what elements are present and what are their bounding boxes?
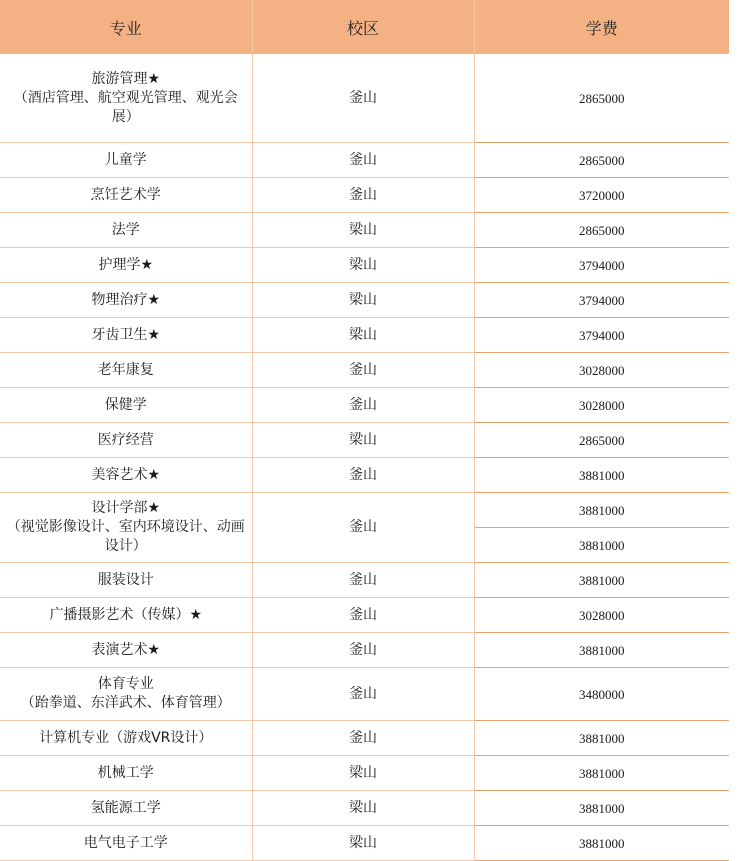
table-row	[0, 178, 729, 213]
campus-cell: 釜山	[252, 54, 474, 143]
table-row	[0, 826, 729, 861]
campus-cell: 釜山	[252, 458, 474, 493]
fee-cell: 3881000	[474, 826, 729, 861]
fee-cell: 3881000	[474, 528, 729, 563]
major-cell: 服装设计	[0, 563, 252, 598]
fee-cell: 3028000	[474, 353, 729, 388]
fee-cell: 3881000	[474, 563, 729, 598]
table-row	[0, 283, 729, 318]
table-row	[0, 318, 729, 353]
major-cell: 烹饪艺术学	[0, 178, 252, 213]
header-major: 专业	[0, 0, 252, 54]
fee-cell: 2865000	[474, 143, 729, 178]
campus-cell: 釜山	[252, 143, 474, 178]
major-cell: 氢能源工学	[0, 791, 252, 826]
fee-cell: 2865000	[474, 213, 729, 248]
table-row	[0, 423, 729, 458]
major-cell: 医疗经营	[0, 423, 252, 458]
table-row	[0, 213, 729, 248]
table-row	[0, 563, 729, 598]
major-cell: 电气电子工学	[0, 826, 252, 861]
campus-cell: 釜山	[252, 353, 474, 388]
major-cell: 儿童学	[0, 143, 252, 178]
campus-cell: 釜山	[252, 563, 474, 598]
major-cell: 法学	[0, 213, 252, 248]
campus-cell: 梁山	[252, 283, 474, 318]
fee-cell: 3720000	[474, 178, 729, 213]
fee-cell: 3881000	[474, 458, 729, 493]
fee-cell: 3881000	[474, 493, 729, 528]
campus-cell: 釜山	[252, 598, 474, 633]
fee-cell: 3881000	[474, 756, 729, 791]
campus-cell: 梁山	[252, 318, 474, 353]
table-row	[0, 248, 729, 283]
fee-cell: 2865000	[474, 423, 729, 458]
table-row	[0, 54, 729, 143]
table-row	[0, 353, 729, 388]
fee-cell: 3881000	[474, 721, 729, 756]
campus-cell: 梁山	[252, 756, 474, 791]
fee-cell: 3794000	[474, 318, 729, 353]
table-row	[0, 791, 729, 826]
fee-cell: 3028000	[474, 388, 729, 423]
table-row	[0, 756, 729, 791]
fee-cell: 3028000	[474, 598, 729, 633]
campus-cell: 釜山	[252, 668, 474, 721]
fee-cell: 3881000	[474, 633, 729, 668]
table-row	[0, 388, 729, 423]
major-cell: 老年康复	[0, 353, 252, 388]
header-fee: 学费	[474, 0, 729, 54]
major-cell: 表演艺术★	[0, 633, 252, 668]
campus-cell: 梁山	[252, 423, 474, 458]
table-row	[0, 721, 729, 756]
campus-cell: 釜山	[252, 493, 474, 563]
major-cell: 牙齿卫生★	[0, 318, 252, 353]
campus-cell: 梁山	[252, 248, 474, 283]
major-name: 设计学部★ （视觉影像设计、室内环境设计、动画设计）	[6, 500, 245, 554]
header-row	[0, 0, 729, 54]
campus-cell: 釜山	[252, 178, 474, 213]
header-campus: 校区	[252, 0, 474, 54]
major-cell: 美容艺术★	[0, 458, 252, 493]
fee-cell: 2865000	[474, 54, 729, 143]
fee-cell: 3794000	[474, 248, 729, 283]
campus-cell: 釜山	[252, 388, 474, 423]
major-cell: 广播摄影艺术（传媒）★	[0, 598, 252, 633]
campus-cell: 梁山	[252, 213, 474, 248]
fee-cell: 3794000	[474, 283, 729, 318]
table-row	[0, 598, 729, 633]
major-cell	[0, 493, 252, 563]
major-cell: 物理治疗★	[0, 283, 252, 318]
campus-cell: 梁山	[252, 791, 474, 826]
major-cell: 计算机专业（游戏VR设计）	[0, 721, 252, 756]
fee-cell: 3480000	[474, 668, 729, 721]
table-row	[0, 668, 729, 721]
major-name: 体育专业 （跆拳道、东洋武术、体育管理）	[20, 676, 231, 711]
major-cell	[0, 668, 252, 721]
table-row	[0, 633, 729, 668]
campus-cell: 梁山	[252, 826, 474, 861]
major-cell: 机械工学	[0, 756, 252, 791]
table-row	[0, 493, 729, 528]
table-row	[0, 143, 729, 178]
major-name: 旅游管理★ （酒店管理、航空观光管理、观光会展）	[13, 70, 238, 125]
table-row	[0, 458, 729, 493]
major-cell: 保健学	[0, 388, 252, 423]
campus-cell: 釜山	[252, 721, 474, 756]
major-cell: 护理学★	[0, 248, 252, 283]
fee-cell: 3881000	[474, 791, 729, 826]
campus-cell: 釜山	[252, 633, 474, 668]
major-cell	[0, 54, 252, 143]
